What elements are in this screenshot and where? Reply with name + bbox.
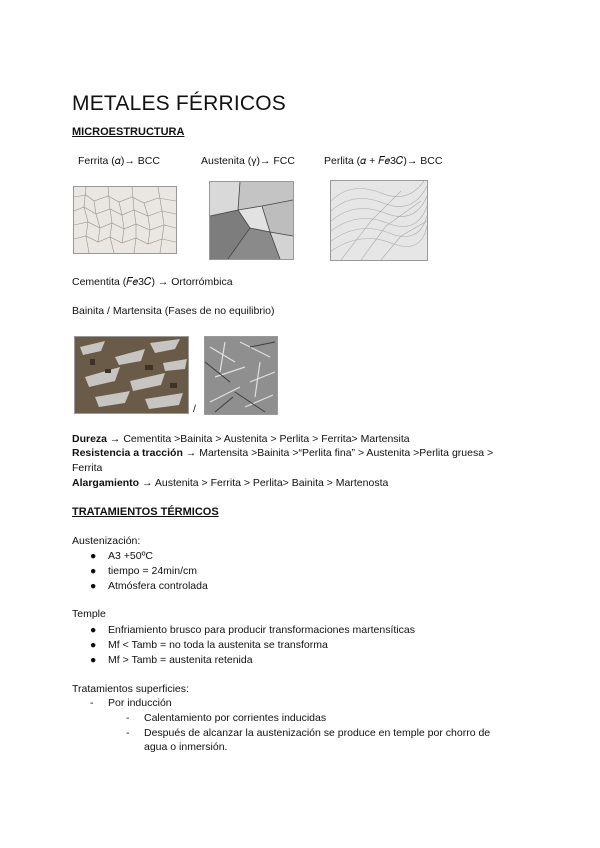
temple-label: Temple bbox=[72, 608, 106, 620]
cementita-line: Cementita (𝐹𝑒3𝐶) → Ortorrómbica bbox=[72, 276, 233, 288]
bullet-marker: ● bbox=[90, 654, 97, 666]
list-item bbox=[90, 624, 415, 636]
bullet-marker: ● bbox=[90, 565, 97, 577]
alargamiento-text: → Austenita > Ferrita > Perlita> Bainita > Martenosta bbox=[139, 477, 389, 489]
bullet-marker: ● bbox=[90, 624, 97, 636]
bullet-marker: ● bbox=[90, 580, 97, 592]
superficies-label: Tratamientos superficies: bbox=[72, 683, 189, 695]
alargamiento-line bbox=[72, 477, 388, 489]
resistencia-line bbox=[72, 447, 493, 459]
list-item-text: Después de alcanzar la austenización se produce en temple por chorro de bbox=[144, 727, 491, 739]
bainita-martensita-line: Bainita / Martensita (Fases de no equilibrio) bbox=[72, 305, 275, 317]
martensita-micrograph bbox=[204, 336, 278, 415]
section-heading-microestructura: MICROESTRUCTURA bbox=[72, 126, 185, 138]
list-item bbox=[126, 712, 326, 724]
page-title: METALES FÉRRICOS bbox=[72, 92, 287, 115]
caption-austenita: Austenita (γ)→ FCC bbox=[201, 155, 295, 167]
list-item-text: Calentamiento por corrientes inducidas bbox=[144, 712, 327, 724]
bainita-micrograph bbox=[74, 336, 189, 414]
caption-perlita: Perlita (𝛼 + 𝐹𝑒3𝐶)→ BCC bbox=[324, 155, 443, 167]
list-item-text: Mf < Tamb = no toda la austenita se transforma bbox=[108, 639, 328, 651]
caption-ferrita: Ferrita (𝛼)→ BCC bbox=[78, 155, 160, 167]
list-item-text: Mf > Tamb = austenita retenida bbox=[108, 654, 253, 666]
austenita-micrograph bbox=[209, 181, 294, 260]
bullet-marker: ● bbox=[90, 639, 97, 651]
list-item-text: A3 +50ºC bbox=[108, 550, 153, 562]
resistencia-label: Resistencia a tracción bbox=[72, 447, 183, 459]
bullet-marker: ● bbox=[90, 550, 97, 562]
list-item bbox=[90, 639, 328, 651]
resistencia-text: → Martensita >Bainita >“Perlita fina” > Austenita >Perlita gruesa > bbox=[182, 447, 494, 459]
ferrita-micrograph bbox=[73, 186, 177, 254]
list-item-text: tiempo = 24min/cm bbox=[108, 565, 197, 577]
list-item-text: Atmósfera controlada bbox=[108, 580, 208, 592]
dash-marker: - bbox=[90, 697, 94, 709]
list-item-text: Por inducción bbox=[108, 697, 172, 709]
dureza-label: Dureza bbox=[72, 433, 108, 445]
list-item bbox=[126, 727, 490, 739]
dureza-line bbox=[72, 433, 410, 445]
resistencia-line-2: Ferrita bbox=[72, 462, 103, 474]
list-item bbox=[90, 697, 172, 709]
list-item-text: Enfriamiento brusco para producir transformaciones martensíticas bbox=[108, 624, 415, 636]
dureza-text: → Cementita >Bainita > Austenita > Perlita > Ferrita> Martensita bbox=[107, 433, 410, 445]
section-heading-tratamientos: TRATAMIENTOS TÉRMICOS bbox=[72, 506, 219, 518]
list-item bbox=[90, 580, 208, 592]
list-item bbox=[90, 654, 253, 666]
list-item-continuation: agua o inmersión. bbox=[144, 741, 228, 753]
image-separator-slash: / bbox=[193, 403, 196, 415]
perlita-micrograph bbox=[330, 180, 428, 261]
list-item bbox=[90, 550, 153, 562]
dash-marker: - bbox=[126, 727, 130, 739]
list-item bbox=[90, 565, 197, 577]
austenizacion-label: Austenización: bbox=[72, 535, 141, 547]
dash-marker: - bbox=[126, 712, 130, 724]
alargamiento-label: Alargamiento bbox=[72, 477, 140, 489]
